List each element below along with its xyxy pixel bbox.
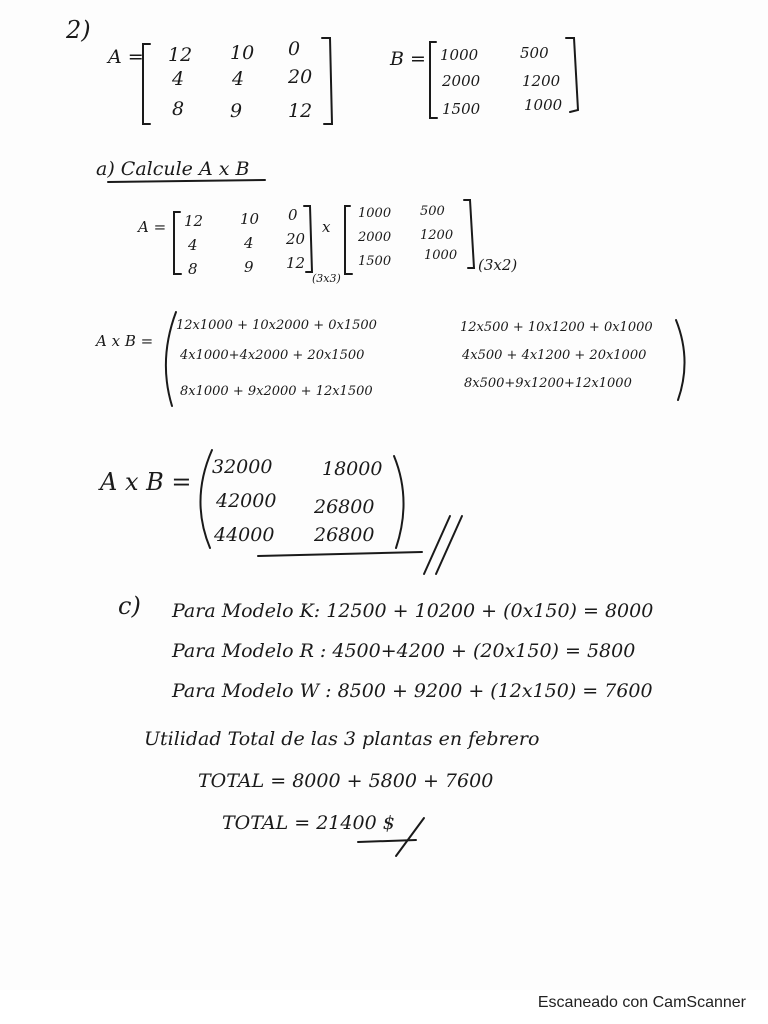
small-a-cell: 8	[188, 260, 198, 278]
small-a-cell: 20	[286, 230, 306, 248]
small-b-cell: 1000	[424, 248, 458, 263]
small-a-cell: 4	[188, 236, 198, 254]
matrix-a-cell: 10	[230, 42, 255, 64]
matrix-a-cell: 8	[172, 98, 185, 120]
total-result-line: TOTAL = 21400 $	[222, 812, 395, 834]
small-b-left-bracket	[345, 206, 352, 274]
matrix-b-right-bracket	[566, 38, 578, 112]
result-cell: 18000	[322, 458, 383, 480]
matrix-a-cell: 12	[168, 44, 193, 66]
result-left-paren	[200, 450, 212, 548]
part-c-label: c)	[118, 592, 141, 620]
expansion-cell: 4x1000+4x2000 + 20x1500	[180, 348, 365, 363]
small-b-cell: 1500	[358, 254, 392, 269]
scanner-watermark: Escaneado con CamScanner	[537, 994, 746, 1011]
matrix-a-cell: 0	[288, 38, 301, 60]
matrix-a-cell: 4	[232, 68, 245, 90]
result-underline	[258, 552, 422, 556]
expansion-cell: 12x1000 + 10x2000 + 0x1500	[176, 318, 377, 333]
expansion-label: A x B =	[96, 332, 154, 350]
matrix-b-cell: 1000	[440, 46, 479, 64]
result-cell: 32000	[212, 456, 273, 478]
result-label: A x B =	[100, 468, 192, 496]
expansion-cell: 4x500 + 4x1200 + 20x1000	[462, 348, 647, 363]
small-a-right-bracket	[304, 206, 312, 272]
small-a-cell: 4	[244, 234, 254, 252]
result-check-mark	[424, 516, 462, 574]
times-sign: x	[322, 218, 331, 236]
part-c-line-k: Para Modelo K: 12500 + 10200 + (0x150) = 8000	[172, 600, 654, 622]
matrix-a-left-bracket	[143, 44, 150, 124]
small-b-cell: 500	[420, 204, 445, 219]
matrix-a-cell: 12	[288, 100, 313, 122]
part-a-heading: a) Calcule A x B	[96, 158, 250, 180]
matrix-b-cell: 1200	[522, 72, 561, 90]
result-cell: 44000	[214, 524, 275, 546]
matrix-a-cell: 4	[172, 68, 185, 90]
expansion-cell: 8x500+9x1200+12x1000	[464, 376, 632, 391]
utilidad-line: Utilidad Total de las 3 plantas en febrero	[144, 728, 540, 750]
part-c-line-r: Para Modelo R : 4500+4200 + (20x150) = 5800	[172, 640, 636, 662]
result-cell: 42000	[216, 490, 277, 512]
result-cell: 26800	[314, 524, 375, 546]
small-a-cell: 10	[240, 210, 260, 228]
dim-b: (3x2)	[478, 256, 518, 274]
small-b-cell: 1000	[358, 206, 392, 221]
problem-number: 2)	[66, 16, 91, 44]
expansion-cell: 12x500 + 10x1200 + 0x1000	[460, 320, 653, 335]
expansion-left-paren	[166, 312, 176, 406]
matrix-b-label: B =	[390, 48, 426, 70]
small-a-cell: 12	[286, 254, 306, 272]
small-a-cell: 9	[244, 258, 254, 276]
small-b-cell: 1200	[420, 228, 454, 243]
matrix-a-right-bracket	[322, 38, 332, 124]
total-check-mark	[396, 818, 424, 856]
dim-a: (3x3)	[312, 272, 341, 285]
matrix-a-label: A =	[108, 46, 144, 68]
total-sum-line: TOTAL = 8000 + 5800 + 7600	[198, 770, 494, 792]
matrix-a-cell: 20	[288, 66, 313, 88]
product-label: A =	[138, 218, 167, 236]
part-a-underline	[108, 180, 265, 182]
expansion-right-paren	[676, 320, 685, 400]
small-a-cell: 12	[184, 212, 204, 230]
matrix-a-cell: 9	[230, 100, 243, 122]
result-cell: 26800	[314, 496, 375, 518]
matrix-b-cell: 500	[520, 44, 549, 62]
matrix-b-left-bracket	[430, 42, 437, 118]
result-right-paren	[394, 456, 404, 548]
expansion-cell: 8x1000 + 9x2000 + 12x1500	[180, 384, 373, 399]
small-b-right-bracket	[464, 200, 474, 268]
matrix-b-cell: 1500	[442, 100, 481, 118]
matrix-b-cell: 1000	[524, 96, 563, 114]
part-c-line-w: Para Modelo W : 8500 + 9200 + (12x150) = 7600	[172, 680, 653, 702]
small-a-left-bracket	[174, 212, 181, 274]
small-b-cell: 2000	[358, 230, 392, 245]
matrix-b-cell: 2000	[442, 72, 481, 90]
small-a-cell: 0	[288, 206, 298, 224]
